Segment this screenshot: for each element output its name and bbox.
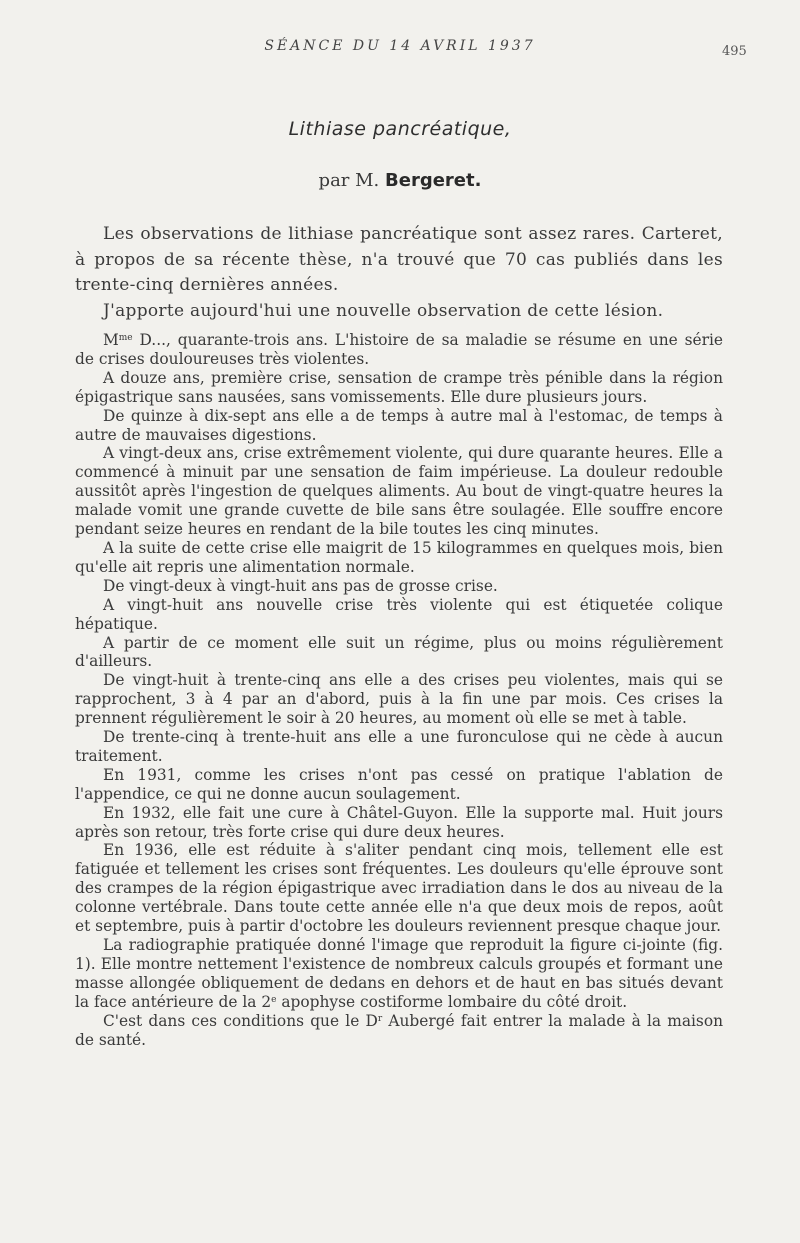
radiography-text-end: apophyse costiforme lombaire du côté droit. [276, 992, 628, 1011]
closing-text: C'est dans ces conditions que le D [103, 1011, 378, 1030]
mme-abbrev: M [103, 331, 119, 349]
case-paragraph: A douze ans, première crise, sensation de crampe très pénible dans la région épigastrique sans nausées, sans vomissements. Elle dure plusieurs jours. [75, 368, 723, 406]
case-paragraph: A vingt-deux ans, crise extrêmement violente, qui dure quarante heures. Elle a commencé à minuit par une sensation de faim impérieuse. La douleur redouble aussitôt après l'ingestion de quelques aliments. Au bout de vingt-quatre heures la malade vomit une grande cuvette de bile sans être soulagée. Elle souffre encore pendant seize heures en rendant de la bile toutes les cinq minutes. [75, 444, 723, 539]
case-paragraph: De vingt-huit à trente-cinq ans elle a des crises peu violentes, mais qui se rapprochent, 3 à 4 par an d'abord, puis à la fin une par mois. Ces crises la prennent régulièrement le soir à 20 heures, au moment où elle se met à table. [75, 671, 723, 728]
byline [0, 170, 800, 191]
closing-paragraph [75, 1012, 723, 1050]
case-paragraph: En 1936, elle est réduite à s'aliter pendant cinq mois, tellement elle est fatiguée et tellement les crises sont fréquentes. Les douleurs qu'elle éprouve sont des crampes de la région épigastrique avec irradiation dans le dos au niveau de la colonne vertébrale. Dans toute cette année elle n'a que deux mois de repos, août et septembre, puis à partir d'octobre les douleurs reviennent presque chaque jour. [75, 841, 723, 936]
mme-superscript: me [118, 333, 133, 343]
case-paragraph: A vingt-huit ans nouvelle crise très violente qui est étiquetée colique hépatique. [75, 595, 723, 633]
intro-paragraph: Les observations de lithiase pancréatique sont assez rares. Carteret, à propos de sa récente thèse, n'a trouvé que 70 cas publiés dans les trente-cinq dernières années. [75, 224, 723, 295]
case-paragraph: En 1931, comme les crises n'ont pas cessé on pratique l'ablation de l'appendice, ce qui ne donne aucun soulagement. [75, 765, 723, 803]
case-paragraph [75, 331, 723, 369]
radiography-text: La radiographie pratiquée donné l'image que reproduit la figure ci-jointe (fig. 1). Elle montre nettement l'existence de nombreux calculs groupés et formant une masse allongée obliquement de dedans en dehors et de haut en bas situés devant la face antérieure de la 2 [75, 936, 723, 1011]
case-paragraph: De quinze à dix-sept ans elle a de temps à autre mal à l'estomac, de temps à autre de mauvaises digestions. [75, 406, 723, 444]
running-head: SÉANCE DU 14 AVRIL 1937 [264, 38, 536, 54]
case-intro-text: D..., quarante-trois ans. L'histoire de sa maladie se résume en une série de crises douloureuses très violentes. [75, 331, 723, 368]
intro-paragraph: J'apporte aujourd'hui une nouvelle observation de cette lésion. [103, 300, 664, 321]
intro [75, 222, 723, 324]
radiography-paragraph [75, 936, 723, 1012]
closing-text-end: Aubergé fait entrer la malade à la maison de santé. [75, 1011, 724, 1049]
case-paragraph: De trente-cinq à trente-huit ans elle a une furonculose qui ne cède à aucun traitement. [75, 728, 723, 765]
doctor-superscript: r [377, 1013, 383, 1024]
case-paragraph: En 1932, elle fait une cure à Châtel-Guyon. Elle la supporte mal. Huit jours après son retour, très forte crise qui dure deux heures. [75, 803, 723, 841]
case-paragraph: De vingt-deux à vingt-huit ans pas de grosse crise. [103, 576, 498, 595]
case-paragraph: A la suite de cette crise elle maigrit de 15 kilogrammes en quelques mois, bien qu'elle ait repris une alimentation normale. [75, 538, 723, 576]
page-number: 495 [722, 44, 747, 59]
ordinal-superscript: e [271, 994, 277, 1005]
author-name: Bergeret. [385, 170, 482, 191]
article-title: Lithiase pancréatique, [288, 118, 512, 140]
case-paragraph: A partir de ce moment elle suit un régime, plus ou moins régulièrement d'ailleurs. [75, 633, 723, 671]
case-report [75, 331, 723, 1049]
byline-prefix: par M. [318, 170, 380, 191]
